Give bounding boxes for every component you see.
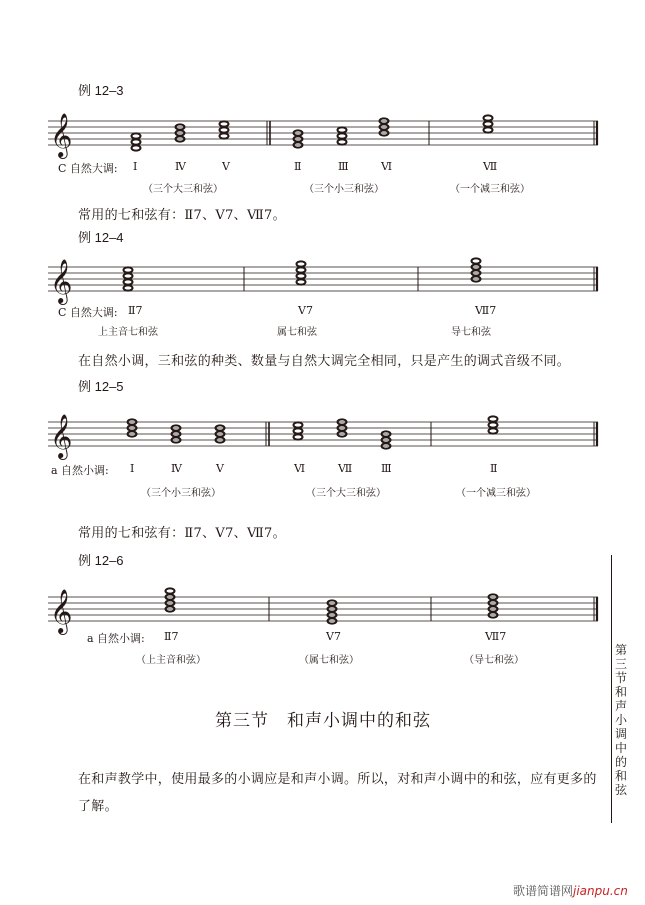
example-label: 例 12–6 bbox=[78, 553, 124, 568]
chord-group-label: （三个大三和弦） bbox=[143, 184, 223, 195]
degree-label: Ⅵ bbox=[294, 462, 306, 475]
chord-name: 属七和弦 bbox=[277, 327, 317, 338]
degree-label: Ⅱ bbox=[294, 160, 302, 173]
chord-group-label: （一个减三和弦） bbox=[450, 184, 530, 195]
degree-label: Ⅰ bbox=[133, 160, 138, 173]
degree-label: Ⅱ bbox=[490, 462, 498, 475]
treble-clef-icon: 𝄞 bbox=[50, 259, 73, 303]
degree-label: Ⅴ7 bbox=[298, 304, 313, 317]
degree-label: Ⅴ bbox=[216, 462, 224, 475]
key-label: a 自然小调: bbox=[51, 464, 109, 477]
degree-label: Ⅴ7 bbox=[326, 630, 341, 643]
body-text: 在自然小调，三和弦的种类、数量与自然大调完全相同，只是产生的调式音级不同。 bbox=[78, 354, 571, 369]
watermark-url: jianpu.cn bbox=[573, 884, 628, 898]
degree-label: Ⅱ7 bbox=[164, 630, 179, 643]
example-label: 例 12–3 bbox=[78, 83, 124, 98]
chord-name: （属七和弦） bbox=[299, 655, 359, 666]
treble-clef-icon: 𝄞 bbox=[50, 589, 73, 633]
degree-label: Ⅶ bbox=[483, 160, 498, 173]
paragraph-line: 在和声教学中，使用最多的小调应是和声小调。所以，对和声小调中的和弦，应有更多的 bbox=[78, 772, 597, 787]
music-staff bbox=[48, 102, 600, 162]
degree-label: Ⅲ bbox=[381, 462, 392, 475]
degree-label: Ⅰ bbox=[130, 462, 135, 475]
side-tab: 第三节 和声小调中的和弦 bbox=[614, 643, 640, 797]
degree-label: Ⅶ bbox=[338, 462, 353, 475]
chord-name: 导七和弦 bbox=[451, 327, 491, 338]
music-staff bbox=[48, 403, 600, 463]
music-staff bbox=[48, 578, 600, 638]
body-text: 常用的七和弦有：Ⅱ7、Ⅴ7、Ⅶ7。 bbox=[78, 526, 286, 541]
watermark-site: 歌谱简谱网 bbox=[513, 884, 574, 898]
chord-notes bbox=[124, 258, 481, 290]
degree-label: Ⅵ bbox=[381, 160, 393, 173]
music-staff bbox=[48, 248, 600, 308]
chord-name: （导七和弦） bbox=[464, 655, 524, 666]
chord-notes bbox=[128, 416, 498, 448]
degree-label: Ⅲ bbox=[338, 160, 349, 173]
treble-clef-icon: 𝄞 bbox=[50, 414, 73, 458]
paragraph-line: 了解。 bbox=[78, 799, 118, 814]
degree-label: Ⅳ bbox=[175, 160, 186, 173]
body-text: 常用的七和弦有：Ⅱ7、Ⅴ7、Ⅶ7。 bbox=[78, 208, 286, 223]
chord-group-label: （三个小三和弦） bbox=[304, 184, 384, 195]
chord-name: （上主音和弦） bbox=[136, 655, 206, 666]
treble-clef-icon: 𝄞 bbox=[50, 113, 73, 157]
section-title: 第三节 和声小调中的和弦 bbox=[215, 711, 431, 731]
key-label: C 自然大调: bbox=[58, 162, 118, 175]
example-label: 例 12–4 bbox=[78, 230, 124, 245]
watermark bbox=[513, 882, 628, 899]
degree-label: Ⅶ7 bbox=[475, 304, 497, 317]
side-divider bbox=[611, 555, 612, 823]
degree-label: Ⅱ7 bbox=[128, 304, 143, 317]
degree-label: Ⅶ7 bbox=[485, 630, 507, 643]
key-label: C 自然大调: bbox=[58, 306, 118, 319]
chord-group-label: （三个大三和弦） bbox=[306, 488, 386, 499]
chord-notes bbox=[166, 588, 498, 623]
example-label: 例 12–5 bbox=[78, 379, 124, 394]
degree-label: Ⅳ bbox=[171, 462, 182, 475]
chord-name: 上主音七和弦 bbox=[98, 327, 158, 338]
chord-group-label: （三个小三和弦） bbox=[141, 488, 221, 499]
chord-group-label: （一个减三和弦） bbox=[456, 488, 536, 499]
degree-label: Ⅴ bbox=[222, 160, 230, 173]
key-label: a 自然小调: bbox=[87, 632, 145, 645]
